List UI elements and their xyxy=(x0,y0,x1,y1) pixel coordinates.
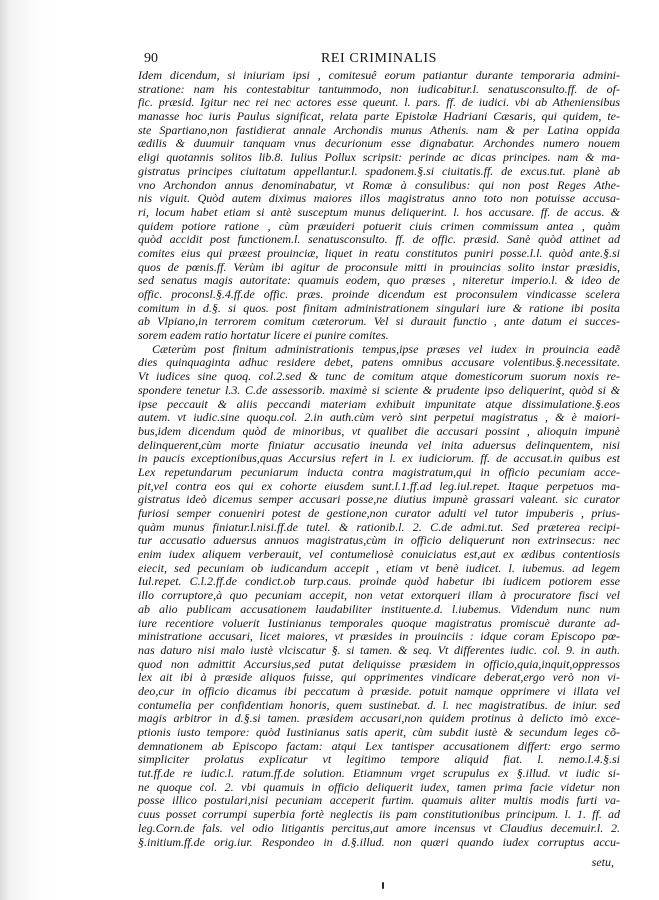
text-line: pit,vel contra eos qui ex cohorte eiusdem sunt.l.1.ff.ad leg.iul.repet. Itaque perpetuos ma- xyxy=(138,478,620,493)
text-line: sed senatus magis autoritate: quamuis eodem, quo præses , niteretur imperio.l. & ideo de xyxy=(138,273,620,288)
text-line: ste Spartiano,non fastidierat annale Archondis munus Athenis. nam & per Latina oppida xyxy=(138,122,620,137)
running-head xyxy=(138,50,620,68)
text-line: quòd accidit post functionem.l. senatusconsulto. ff. de offic. præsid. Sanè quòd attinet ad xyxy=(138,232,620,247)
text-line: iure recentiore voluerit Iustinianus temporales quoque magistratus promiscuè durante ad- xyxy=(138,615,620,630)
text-line: comites eius qui præest prouinciæ, liquet in reatu constitutos puniri posse.l.l. quòd ante.§.si xyxy=(138,245,620,260)
text-line: offic. proconsl.§.4.ff.de offic. præs. proinde dicendum est proconsulem vindicasse scelera xyxy=(138,287,620,301)
catchword: setu, xyxy=(591,855,614,869)
text-line: furiosi semper conueniri potest de gestione,non curator adulti vel tutor impuberis , prius- xyxy=(138,506,620,520)
text-block xyxy=(138,69,620,849)
printer-mark xyxy=(382,882,384,889)
text-line: ædilis & duumuir tanquam vnus decurionum esse dignabatur. Archondes numero nouem xyxy=(138,136,620,151)
text-line: gistratus ideò dicemus semper accusari posse,ne diutius impunè grassari valeant. sic curator xyxy=(138,492,620,507)
text-line: comitum in d.§. si quos. post finitam administrationem singulari iure & ratione ibi posita xyxy=(138,300,620,315)
text-line: Idem dicendum, si iniuriam ipsi , comitesuê eorum patiantur durante temporaria admini- xyxy=(138,68,620,82)
text-line: quod non admittit Accursius,sed putat deliquisse præsidem in officio,quia,inquit,oppressos xyxy=(138,656,620,671)
text-line: Vt iudices sine quoq. col.2.sed & tunc de comitum atque domesticorum suorum noxis re- xyxy=(138,369,620,384)
text-line: ri, locum habet etiam si antè susceptum munus deliquerint. l. hos accusare. ff. de accus. & xyxy=(138,204,620,219)
text-line: leg.Corn.de fals. vel odio litigantis percitus,aut amore incensus vt Claudius decemuir.l. 2. xyxy=(138,820,620,835)
text-line: delinquerent,cùm morte finiatur accusatio ineunda vel inita aduersus delinquentem, nisi xyxy=(138,437,620,452)
text-line: quos de pœnis.ff. Verùm ibi agitur de proconsule mitti in prouincias solito instar præsidis, xyxy=(138,259,620,274)
text-line: simpliciter prolatus explicatur vt legitimo tempore aliquid fiat. l. nemo.l.4.§.si xyxy=(138,752,620,767)
text-line: in paucis exceptionibus,quas Accursius refert in l. ex iudiciorum. ff. de accusat.in quibus est xyxy=(138,451,620,466)
text-line: enim iudex aliquem verberauit, vel contumeliosè conuiciatus est,aut ex ædibus contentiosis xyxy=(138,547,620,562)
text-line: vno Archondon annus denominabatur, vt Romæ à consulibus: qui non post Reges Athe- xyxy=(138,177,620,192)
text-line: stratione: nam his contestabitur tantummodo, non iudicabitur.l. senatusconsulto.ff. de of- xyxy=(138,81,620,96)
text-line: nis viguit. Quòd autem diximus maiores illos magistratus anno toto non potuisse accusa- xyxy=(138,191,620,206)
text-line: ab alio publicam accusationem laudabiliter instituente.d. l.iubemus. Videndum nunc num xyxy=(138,601,620,616)
text-line: Cæterùm post finitum administrationis tempus,ipse præses vel iudex in prouincia eadẽ xyxy=(152,341,620,356)
text-line: ab Vlpiano,in terrorem comitum cæterorum. Vel si durauit functio , ante datum ei succes- xyxy=(138,314,620,329)
text-line: fic. præsid. Igitur nec rei nec actores esse queunt. l. pars. ff. de iudici. vbi ab Atheniensibus xyxy=(138,95,620,110)
text-line: quàm munus finiatur.l.nisi.ff.de tutel. & rationib.l. 2. C.de admi.tut. Sed præterea recipi- xyxy=(138,519,620,534)
text-line: manasse hoc iuris Paulus significat, relata parte Epistolæ Hadriani Cæsaris, qui quidem, te- xyxy=(138,109,620,124)
text-line: nas daturo nisi malo iustè vlciscatur §. si tamen. & seq. Vt differentes iudic. col. 9. in auth. xyxy=(138,642,620,657)
text-line: ptionis iusto tempore: quòd Iustinianus satis aperit, cùm subdit iustè & secundum leges cõ- xyxy=(138,725,620,739)
text-line: ipse peccauit & aliis peccandi materiam exhibuit impunitate atque dissimulatione.§.eos xyxy=(138,396,620,411)
paragraph xyxy=(138,69,620,343)
text-line: posse illico postulari,nisi pecuniam acceperit furtim. quamuis aliter multis modis furti va- xyxy=(138,793,620,808)
text-line: magis arbitror in d.§.si tamen. præsidem accusari,non quidem protinus à delicto imò exce- xyxy=(138,711,620,726)
text-line: Lex repetundarum pecuniarum inducta contra magistratum,qui in officio pecuniam acce- xyxy=(138,464,620,479)
text-line: deo,cur in officio dicamus ibi peccatum à præside. potuit namque opprimere vi illata vel xyxy=(138,683,620,698)
text-line: ne quoque col. 2. vbi quamuis in officio deliquerit iudex, tamen prima facie videtur non xyxy=(138,779,620,794)
text-line: autem. vt iudic.sine quoqu.col. 2.in auth.cùm verò sint perpetui magistratus , & è maiori- xyxy=(138,410,620,425)
text-line: ministratione accusari, licet maiores, vt præsides in prouinciis : idque coram Episcopo pœ- xyxy=(138,629,620,644)
text-line: Iul.repet. C.l.2.ff.de condict.ob turp.caus. proinde quòd habetur ibi iudicem potiorem esse xyxy=(138,574,620,589)
page-number: 90 xyxy=(144,51,158,66)
text-line: eiecit, sed pecuniam ob iudicandum accepit , etiam vt benè iudicet. l. iubemus. ad legem xyxy=(138,560,620,575)
text-line: bus,idem dicendum quòd de minoribus, vt qualibet die accusari possint , alioquin impunè xyxy=(138,423,620,438)
text-line: sorem eadem ratio hortatur licere ei punire comites. xyxy=(138,328,389,343)
text-line: spondere tenetur l.3. C.de assessorib. maximè si sciente & prudente ipso deliquerint, quòd si & xyxy=(138,382,620,397)
text-line: dies quinquaginta adhuc residere debet, patens omnibus accusare volentibus.§.necessitate. xyxy=(138,355,620,370)
text-line: lex ait ibi à præside aliquos fuisse, qui opprimentes vindicare deberat,ergo verò non vi- xyxy=(138,670,620,685)
text-line: gistratus principes ciuitatum appellantur.l. spadonem.§.si ciuitatis.ff. de excus.tut. planè ab xyxy=(138,163,620,178)
text-line: cuus posset corrumpi superbia fortè neglectis iis pam constitutionibus principum. l. 1. ff. ad xyxy=(138,807,620,822)
text-line: illo corruptore,à quo pecuniam accepit, non vetat extorqueri illam à procuratore fisci vel xyxy=(138,588,620,603)
text-line: quidem potiore ratione , cùm præuideri potuerit ciuis crimen commissum antea , quàm xyxy=(138,218,620,233)
text-line: §.initium.ff.de orig.iur. Respondeo in d.§.illud. non quæri quando iudex corruptus accu- xyxy=(138,834,620,849)
text-line: demnationem ab Episcopo factam: atqui Lex tantisper accusationem differt: ergo sermo xyxy=(138,738,620,753)
running-title: REI CRIMINALIS xyxy=(320,51,438,66)
paragraph xyxy=(138,343,620,849)
text-line: contumelia per confidentiam honoris, quem sustinebat. d. l. nec magistratibus. de iniur. sed xyxy=(138,697,620,712)
text-line: eligi quotannis solitos lib.8. Iulius Pollux scripsit: perinde ac dicas principes. nam & ma- xyxy=(138,150,620,165)
text-line: tur accusatio aduersus annuos magistratus,cùm in officio deliquerunt non extrinsecus: nec xyxy=(138,533,620,548)
text-line: tut.ff.de re iudic.l. ratum.ff.de solution. Etiamnum vrget scrupulus ex §.illud. vt iudic si- xyxy=(138,766,620,781)
